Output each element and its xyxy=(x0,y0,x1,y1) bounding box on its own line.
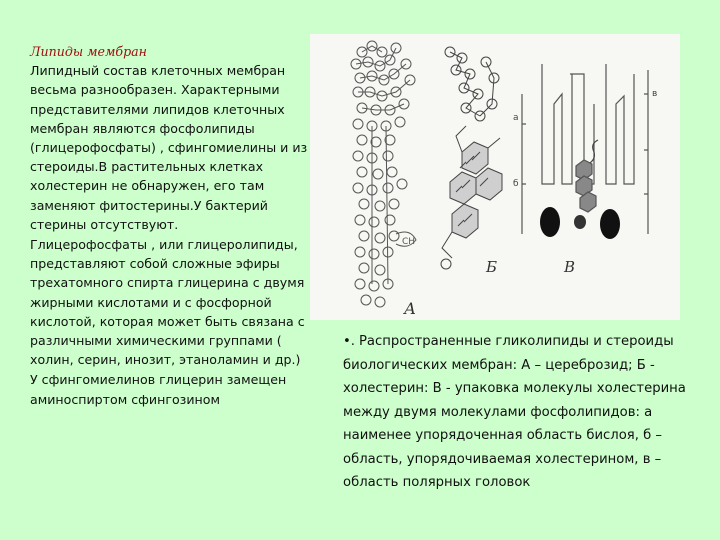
panel-c-packing xyxy=(522,64,648,234)
panel-a-cerebroside xyxy=(351,41,416,307)
paragraph-sphingomyelins: У сфингомиелинов глицерин замещен аминоспиртом сфингозином xyxy=(30,372,287,407)
panel-c-polar-heads xyxy=(540,207,620,239)
panel-b-cholesterol xyxy=(441,47,502,269)
label-side-c: в xyxy=(652,89,658,99)
figure-drawing xyxy=(310,34,680,320)
label-b: Б xyxy=(486,258,498,276)
figure-caption xyxy=(343,330,688,495)
label-a: А xyxy=(404,299,417,318)
membrane-lipids-figure xyxy=(310,34,680,320)
caption-bullet: •. xyxy=(343,334,355,349)
label-c: В xyxy=(564,258,576,276)
paragraph-lipid-composition: Липидный состав клеточных мембран весьма разнообразен. Характерными представителями липидов клеточных мембран являются фосфолипиды (глицерофосфаты) , сфингомиелины и из стероиды.В растительных клетках холестерин не обнаружен, его там заменяют фитостерины.У бактерий стерины отсутствуют. xyxy=(30,63,308,232)
section-heading: Липиды мембран xyxy=(30,44,147,59)
label-side-a: а xyxy=(513,113,519,123)
svg-text:CH: CH xyxy=(402,237,416,247)
caption-text: Распространенные гликолипиды и стероиды биологических мембран: А – цереброзид; Б - холестерин: В - упаковка молекулы холестерина между двумя молекулами фосфолипидов: а наименее упорядоченная область бислоя, б – область, упорядочиваемая холестерином, в – область полярных головок xyxy=(343,334,686,490)
label-side-b: б xyxy=(513,179,519,189)
left-text-column xyxy=(30,42,312,410)
paragraph-glycerophosphates: Глицерофосфаты , или глицеролипиды, представляют собой сложные эфиры трехатомного спирта глицерина с двумя жирными кислотами и с фосфорной кислотой, которая может быть связана с различными химическими группами ( холин, серин, инозит, этаноламин и др.) xyxy=(30,237,305,368)
